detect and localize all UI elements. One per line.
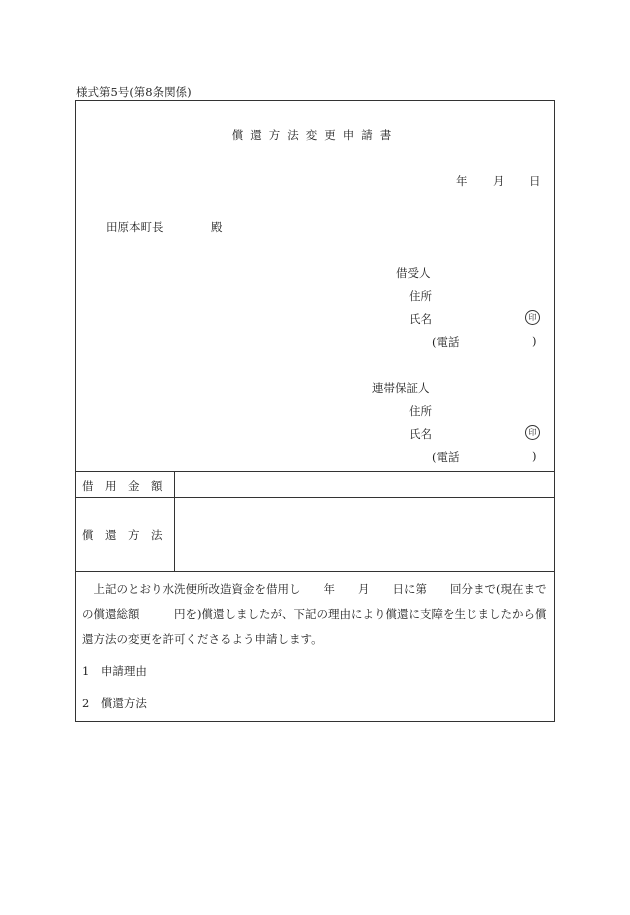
borrower-seal-mark: 印	[525, 310, 540, 325]
application-form-frame	[75, 100, 555, 722]
addressee-name: 田原本町長	[106, 220, 164, 234]
item-application-reason: 1 申請理由	[82, 664, 147, 678]
date-year: 年	[456, 174, 468, 188]
date-month: 月	[493, 174, 505, 188]
date-day: 日	[529, 174, 541, 188]
form-title: 償還方法変更申請書	[231, 128, 399, 142]
borrower-phone-open: (電話	[432, 335, 460, 349]
statement-paragraph: 上記のとおり水洗便所改造資金を借用し 年 月 日に第 回分まで(現在までの償還総額 円を)償還しましたが、下記の理由により償還に支障を生じましたから償還方法の変更を許可くださるよう申請します。	[82, 582, 547, 646]
borrower-name-label: 氏名	[409, 312, 432, 326]
guarantor-name-label: 氏名	[409, 427, 432, 441]
item-repayment-method: 2 償還方法	[82, 696, 147, 710]
borrower-address-label: 住所	[409, 289, 432, 303]
form-number-label: 様式第5号(第8条関係)	[76, 85, 192, 99]
guarantor-heading: 連帯保証人	[372, 381, 430, 395]
table-bottom-rule	[76, 571, 554, 572]
guarantor-seal-mark: 印	[525, 425, 540, 440]
table-column-divider	[174, 471, 175, 571]
repayment-method-label: 償 還 方 法	[82, 528, 163, 542]
guarantor-phone-close: )	[532, 449, 537, 463]
borrower-phone-close: )	[532, 334, 537, 348]
table-top-rule	[76, 471, 554, 472]
loan-amount-label: 借 用 金 額	[82, 479, 163, 493]
borrower-heading: 借受人	[396, 266, 431, 280]
table-mid-rule	[76, 497, 554, 498]
application-statement	[82, 577, 550, 716]
guarantor-phone-open: (電話	[432, 450, 460, 464]
addressee-honorific: 殿	[211, 220, 223, 234]
guarantor-address-label: 住所	[409, 404, 432, 418]
